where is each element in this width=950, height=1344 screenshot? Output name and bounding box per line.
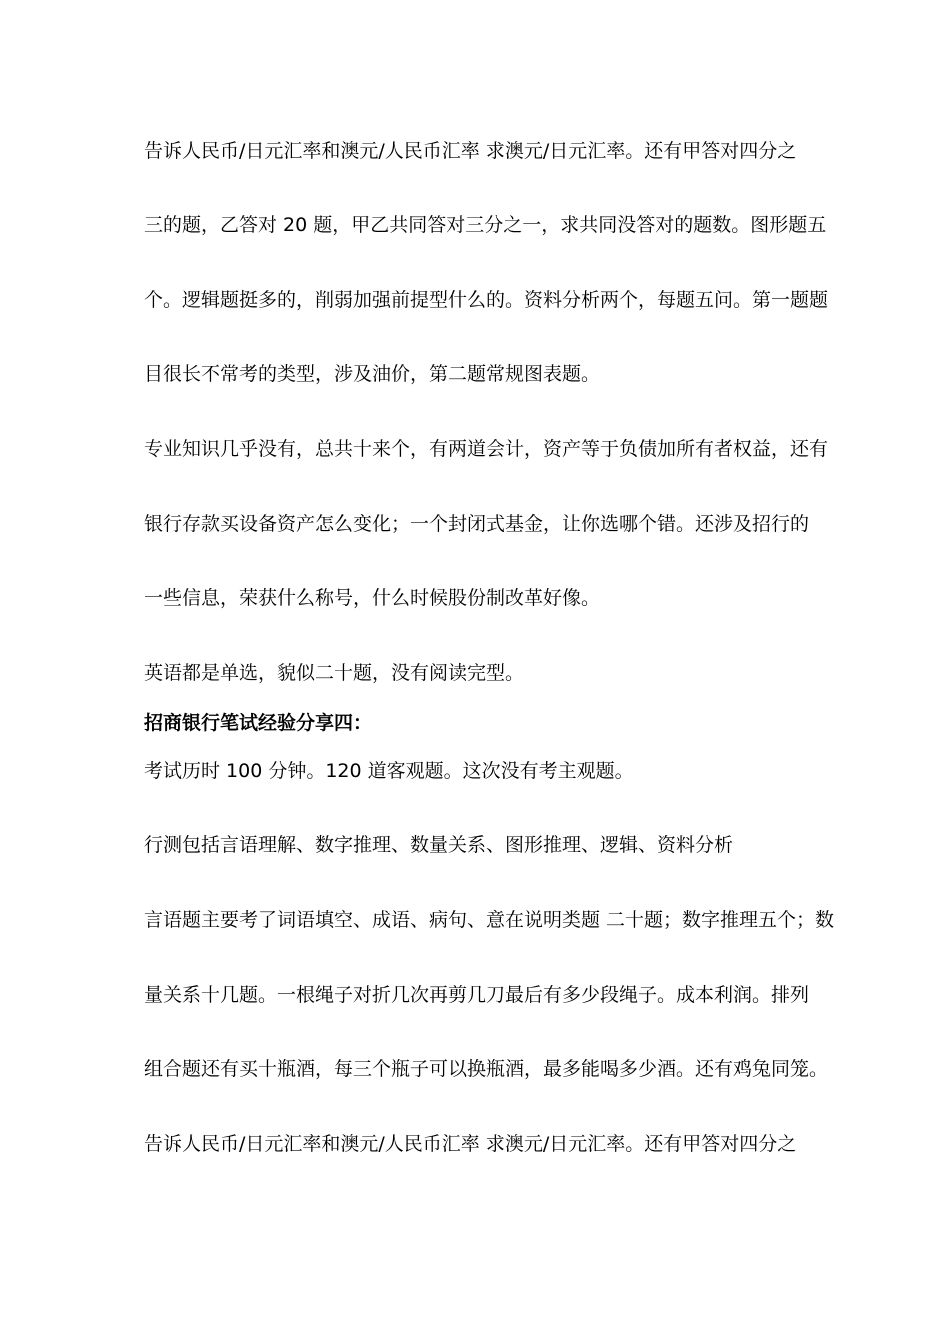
text-line: 个。逻辑题挺多的，削弱加强前提型什么的。资料分析两个，每题五问。第一题题 bbox=[144, 289, 829, 311]
section-heading: 招商银行笔试经验分享四： bbox=[144, 712, 373, 734]
text-line: 三的题，乙答对 20 题，甲乙共同答对三分之一，求共同没答对的题数。图形题五 bbox=[144, 214, 827, 236]
text-line: 告诉人民币/日元汇率和澳元/人民币汇率 求澳元/日元汇率。还有甲答对四分之 bbox=[144, 1133, 797, 1155]
text-line: 一些信息，荣获什么称号，什么时候股份制改革好像。 bbox=[144, 587, 601, 609]
text-line: 银行存款买设备资产怎么变化；一个封闭式基金，让你选哪个错。还涉及招行的 bbox=[144, 513, 810, 535]
text-line: 英语都是单选，貌似二十题，没有阅读完型。 bbox=[144, 662, 525, 684]
text-line: 组合题还有买十瓶酒，每三个瓶子可以换瓶酒，最多能喝多少酒。还有鸡兔同笼。 bbox=[144, 1058, 829, 1080]
text-line: 行测包括言语理解、数字推理、数量关系、图形推理、逻辑、资料分析 bbox=[144, 834, 734, 856]
text-line: 目很长不常考的类型，涉及油价，第二题常规图表题。 bbox=[144, 363, 601, 385]
text-line: 告诉人民币/日元汇率和澳元/人民币汇率 求澳元/日元汇率。还有甲答对四分之 bbox=[144, 140, 797, 162]
text-line: 考试历时 100 分钟。120 道客观题。这次没有考主观题。 bbox=[144, 760, 634, 782]
text-line: 言语题主要考了词语填空、成语、病句、意在说明类题 二十题；数字推理五个；数 bbox=[144, 909, 835, 931]
text-line: 量关系十几题。一根绳子对折几次再剪几刀最后有多少段绳子。成本利润。排列 bbox=[144, 984, 810, 1006]
text-line: 专业知识几乎没有，总共十来个，有两道会计，资产等于负债加所有者权益，还有 bbox=[144, 438, 829, 460]
